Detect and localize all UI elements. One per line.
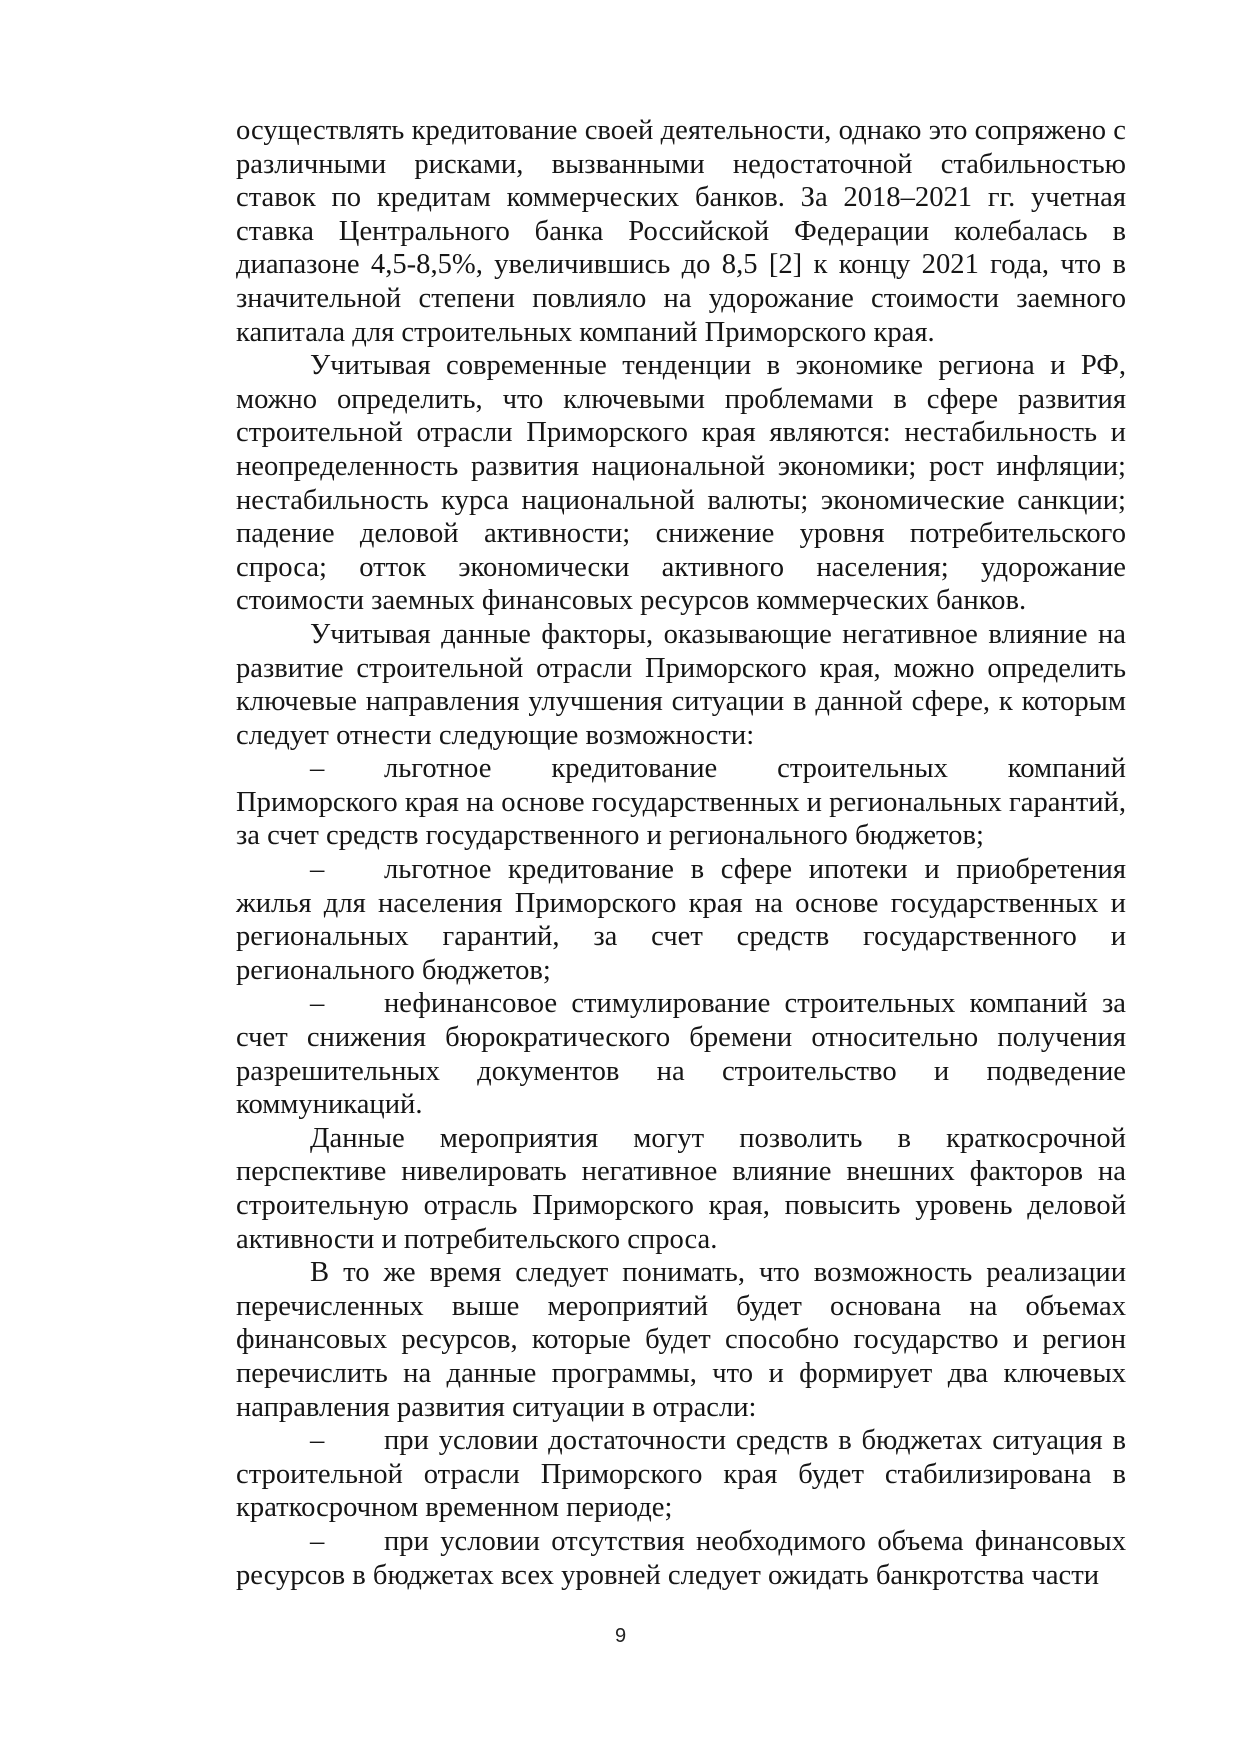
list-item-text: нефинансовое стимулирование строительных компаний за счет снижения бюрократического бремени относительно получения разрешительных документов на строительство и подведение коммуникаций.: [236, 988, 1126, 1121]
list-dash: –: [310, 988, 325, 1020]
paragraph-4: Данные мероприятия могут позволить в краткосрочной перспективе нивелировать негативное влияние внешних факторов на строительную отрасль Приморского края, повысить уровень деловой активности и потребительского спроса.: [236, 1122, 1126, 1255]
list-item-text: льготное кредитование строительных компаний Приморского края на основе государственных и региональных гарантий, за счет средств государственного и регионального бюджетов;: [236, 753, 1126, 852]
paragraph-5: В то же время следует понимать, что возможность реализации перечисленных выше мероприятий будет основана на объемах финансовых ресурсов, которые будет способно государство и регион перечислить на данные программы, что и формирует два ключевых направления развития ситуации в отрасли:: [236, 1257, 1126, 1423]
list-dash: –: [310, 854, 325, 886]
list-item: [236, 987, 1126, 1121]
list-item-text: льготное кредитование в сфере ипотеки и приобретения жилья для населения Приморского края на основе государственных и региональных гарантий, за счет средств государственного и регионального бюджетов;: [236, 854, 1126, 986]
list-dash: –: [310, 753, 325, 785]
list-item-text: при условии отсутствия необходимого объема финансовых ресурсов в бюджетах всех уровней следует ожидать банкротства части: [236, 1525, 1126, 1591]
paragraph-3: Учитывая данные факторы, оказывающие негативное влияние на развитие строительной отрасли Приморского края, можно определить ключевые направления улучшения ситуации в данной сфере, к которым следует отнести следующие возможности:: [236, 618, 1126, 751]
list-item: [236, 1424, 1126, 1525]
paragraph-1: осуществлять кредитование своей деятельности, однако это сопряжено с различными рисками, вызванными недостаточной стабильностью ставок по кредитам коммерческих банков. За 2018–2021 гг. учетная ставка Центрального банка Российской Федерации колебалась в диапазоне 4,5-8,5%, увеличившись до 8,5 [2] к концу 2021 года, что в значительной степени повлияло на удорожание стоимости заемного капитала для строительных компаний Приморского края.: [236, 115, 1126, 348]
page-number: 9: [614, 1625, 627, 1647]
list-dash: –: [310, 1525, 325, 1557]
list-item-text: при условии достаточности средств в бюджетах ситуация в строительной отрасли Приморского края будет стабилизирована в краткосрочном временном периоде;: [236, 1425, 1126, 1524]
paragraph-2: Учитывая современные тенденции в экономике региона и РФ, можно определить, что ключевыми проблемами в сфере развития строительной отрасли Приморского края являются: нестабильность и неопределенность развития национальной экономики; рост инфляции; нестабильность курса национальной валюты; экономические санкции; падение деловой активности; снижение уровня потребительского спроса; отток экономически активного населения; удорожание стоимости заемных финансовых ресурсов коммерческих банков.: [236, 350, 1126, 617]
list-item: [236, 853, 1126, 987]
document-page: [236, 114, 1126, 1592]
list-item: [236, 752, 1126, 853]
list-item: [236, 1525, 1126, 1592]
list-dash: –: [310, 1425, 325, 1457]
